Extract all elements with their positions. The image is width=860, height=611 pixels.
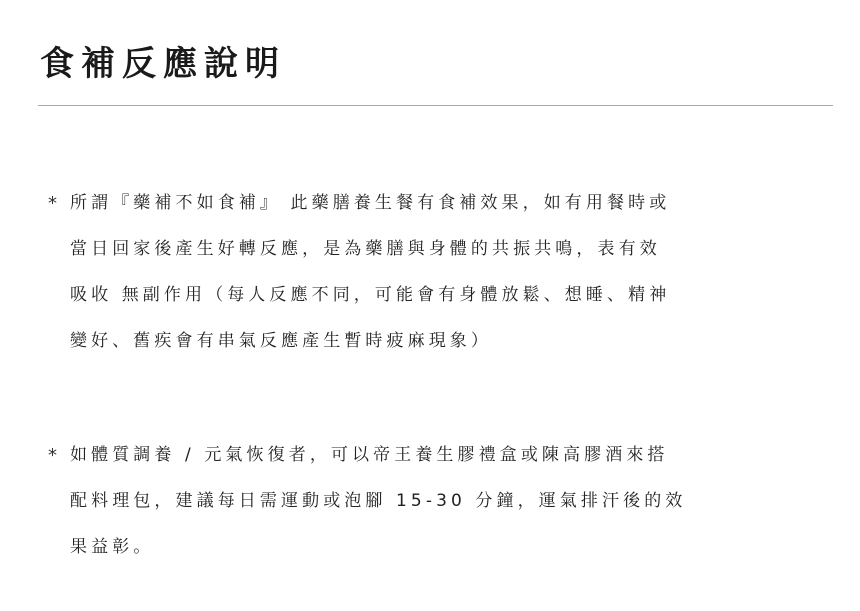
note-line: 果益彰。 — [70, 537, 155, 557]
note-line: 配料理包，建議每日需運動或泡腳 15-30 分鐘，運氣排汗後的效 — [70, 491, 687, 511]
note-line: 如體質調養 / 元氣恢復者，可以帝王養生膠禮盒或陳高膠酒來搭 — [70, 445, 669, 465]
page-title: 食補反應說明 — [40, 44, 286, 84]
title-divider — [38, 105, 833, 106]
note-line: 變好、舊疾會有串氣反應產生暫時疲麻現象） — [70, 331, 492, 351]
note-line: 當日回家後產生好轉反應，是為藥膳與身體的共振共鳴，表有效 — [70, 239, 661, 259]
bullet-asterisk: * — [48, 445, 57, 466]
note-line: 所謂『藥補不如食補』 此藥膳養生餐有食補效果，如有用餐時或 — [70, 193, 671, 213]
bullet-asterisk: * — [48, 193, 57, 214]
note-line: 吸收 無副作用（每人反應不同，可能會有身體放鬆、想睡、精神 — [70, 285, 671, 305]
